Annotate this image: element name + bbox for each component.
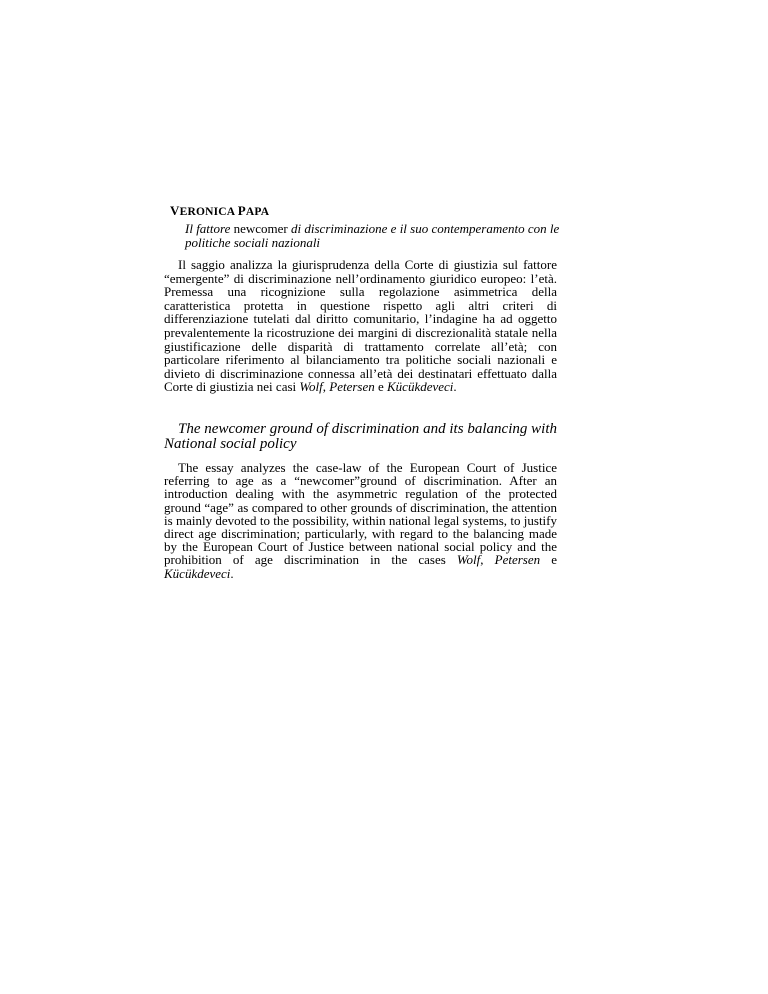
case-name-wolf: Wolf <box>299 379 323 395</box>
english-title: The newcomer ground of discrimination and its balancing with National social policy <box>164 421 557 452</box>
italian-title-roman: newcomer <box>233 221 288 236</box>
author-first-rest: ERONICA <box>179 206 235 218</box>
author-name <box>170 203 269 219</box>
separator: e <box>374 379 388 395</box>
italian-abstract-text: Il saggio analizza la giurisprudenza della Corte di giustizia sul fattore “emergente” di discriminazione nell’ordinamento giuridico europeo: l’età. Premessa una ricognizione sulla regolazione asimmetrica della caratteristica protetta in questione rispetto agli altri criteri di differenziazione tutelati dal diritto comunitario, l’indagine ha ad oggetto prevalentemente la ricostruzione dei margini di discrezionalità statale nella giustificazione delle disparità di trattamento correlate all’età; con particolare riferimento al bilanciamento tra politiche sociali nazionali e divieto di discriminazione connessa all’età dei destinatari effettuato dalla Corte di giustizia nei casi <box>164 257 557 395</box>
separator: , <box>480 552 495 568</box>
case-name-petersen: Petersen <box>329 379 375 395</box>
italian-title <box>185 222 565 249</box>
separator: e <box>540 552 558 568</box>
period: . <box>453 379 457 395</box>
case-name-wolf: Wolf <box>456 552 481 568</box>
italian-abstract <box>164 258 557 394</box>
case-name-kucukdeveci: Kücükdeveci <box>387 379 454 395</box>
author-first-initial: V <box>170 203 180 218</box>
italian-title-part1: Il fattore <box>185 221 234 236</box>
case-name-petersen: Petersen <box>494 552 541 568</box>
italian-title-part2: di discriminazione e il suo contemperamento con le politiche sociali nazionali <box>185 221 560 250</box>
author-last-initial: P <box>237 203 246 218</box>
period: . <box>230 565 234 581</box>
case-name-kucukdeveci: Kücükdeveci <box>164 565 231 581</box>
separator: , <box>322 379 330 395</box>
english-abstract <box>164 461 557 580</box>
author-last-rest: APA <box>245 206 270 218</box>
english-abstract-text: The essay analyzes the case-law of the European Court of Justice referring to age as a “newcomer”ground of discrimination. After an introduction dealing with the asymmetric regulation of the protected ground “age” as compared to other grounds of discrimination, the attention is mainly devoted to the possibility, within national legal systems, to justify direct age discrimination; particularly, with regard to the balancing made by the European Court of Justice between national social policy and the prohibition of age discrimination in the cases <box>164 460 557 568</box>
